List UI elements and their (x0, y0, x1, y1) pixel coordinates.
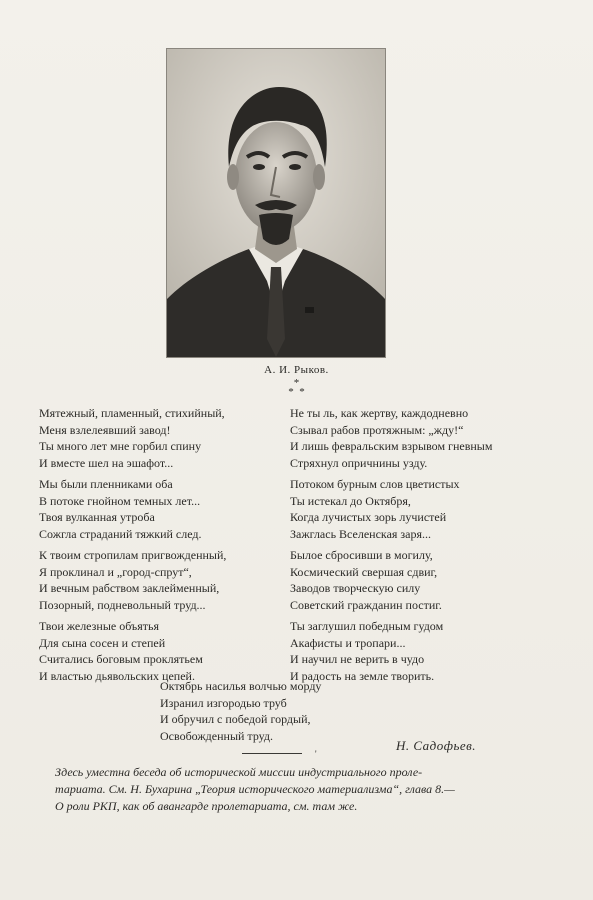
poem-stanza (290, 547, 540, 613)
poem-stanza (39, 476, 289, 542)
poem-line: К твоим стропилам пригвожденный, (39, 548, 227, 562)
poem-line: Твои железные объятья (39, 619, 159, 633)
poem-line: Акафисты и тропари... (290, 635, 406, 650)
poem-line: Потоком бурным слов цветистых (290, 477, 460, 491)
portrait-caption: А. И. Рыков. (264, 364, 329, 376)
poem-line: Октябрь насилья волчью морду (160, 679, 322, 693)
portrait-photo (166, 48, 386, 358)
poem-line: Былое сбросивши в могилу, (290, 548, 433, 562)
footnote-line: тариата. См. Н. Бухарина „Теория исторического материализма“, глава 8.— (55, 782, 455, 796)
poem-line: Ты истекал до Октября, (290, 493, 411, 508)
poem-final-stanza (160, 678, 460, 744)
poem-line: Сожгла страданий тяжкий след. (39, 526, 202, 541)
asterism-separator: * * * (288, 377, 305, 398)
poem-line: В потоке гнойном темных лет... (39, 493, 201, 508)
poem-line: Когда лучистых зорь лучистей (290, 510, 447, 524)
poem-line: Мы были пленниками оба (39, 477, 173, 491)
poem-line: Стряхнул опричнины узду. (290, 455, 428, 470)
poem-right-column (290, 405, 540, 689)
poem-line: И вечным рабством заклейменный, (39, 581, 220, 595)
poem-line: Космический свершая сдвиг, (290, 564, 438, 579)
divider-tick: ' (315, 749, 317, 759)
poem-stanza (39, 547, 289, 613)
poem-line: Ты заглушил победным гудом (290, 619, 444, 633)
poem-line: Не ты ль, как жертву, каждодневно (290, 406, 469, 420)
poem-line: Мятежный, пламенный, стихийный, (39, 406, 225, 420)
poem-line: И научил не верить в чудо (290, 652, 425, 666)
footnote (55, 764, 525, 815)
poem-line: И лишь февральским взрывом гневным (290, 439, 493, 453)
poem-stanza (39, 405, 289, 471)
poem-line: Твоя вулканная утроба (39, 510, 155, 524)
poem-stanza (39, 618, 289, 684)
poem-line: Считались боговым проклятьем (39, 652, 203, 666)
poem-line: И вместе шел на эшафот... (39, 455, 174, 470)
poem-line: Зажглась Вселенская заря... (290, 526, 431, 541)
poem-line: Заводов творческую силу (290, 581, 421, 595)
poem-line: Сзывал рабов протяжным: „жду!“ (290, 422, 464, 437)
poem-line: Ты много лет мне горбил спину (39, 439, 202, 453)
divider-rule (242, 753, 302, 754)
footnote-line: О роли РКП, как об авангарде пролетариата, см. там же. (55, 799, 358, 813)
poem-line: И обручил с победой гордый, (160, 712, 311, 726)
poem-stanza (290, 618, 540, 684)
poem-line: Изранил изгородью труб (160, 695, 287, 710)
poem-stanza (290, 405, 540, 471)
poem-author: Н. Садофьев. (396, 738, 477, 753)
poem-line: И властью дьявольских цепей. (39, 668, 195, 683)
footnote-line: Здесь уместна беседа об исторической миссии индустриального проле- (55, 765, 423, 779)
poem-left-column (39, 405, 289, 689)
poem-stanza (290, 476, 540, 542)
poem-line: И радость на земле творить. (290, 668, 435, 683)
poem-line: Советский гражданин постиг. (290, 597, 442, 612)
poem-line: Меня взлелеявший завод! (39, 422, 171, 437)
poem-line: Для сына сосен и степей (39, 635, 166, 650)
poem-line: Я проклинал и „город-спрут“, (39, 564, 192, 579)
poem-line: Позорный, подневольный труд... (39, 597, 206, 612)
poem-line: Освобожденный труд. (160, 728, 274, 743)
